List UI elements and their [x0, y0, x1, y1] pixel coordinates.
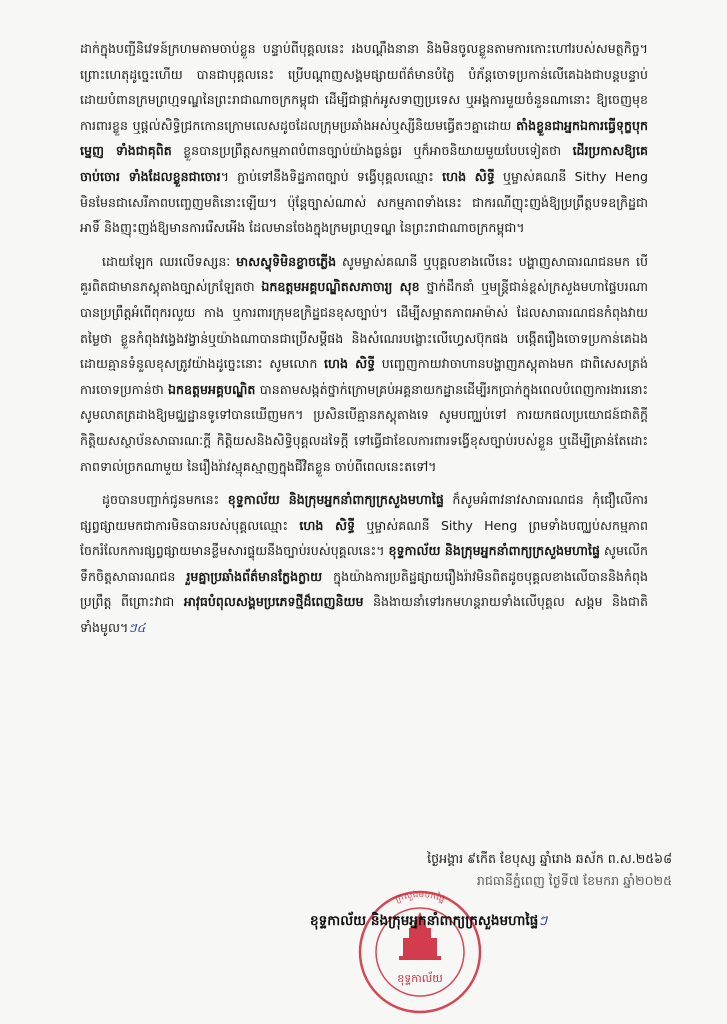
- document-body: [80, 36, 648, 649]
- text-run: បានតាមសង្កត់ថ្នាក់ក្រោមគ្រប់អគ្គនាយកដ្ឋានដើម្បីរកប្រាក់ក្នុងពេលបំពេញការងារនោះ សូមលាតត្រដាងឱ្យមជ្ឈដ្ឋានទូទៅបានឃើញមក។ ប្រសិនបើគ្មានភស្តុតាងទេ សូមបញ្ឈប់ទៅ ការយកផលប្រយោជន៍ជាតិក្ដី កិត្តិយសស្ថាប័នសាធារណៈក្ដី កិត្តិយសនិងសិទ្ធិបុគ្គលដទៃក្ដី ទៅធ្វើជាខែលការពារទង្វើខុសច្បាប់របស់ខ្លួន ឬដើម្បីគ្រាន់តែដោះភាពទាល់ច្រកណាមួយ នៃរឿងរ៉ាវស្មុគស្មាញក្នុងជីវិតខ្លួន ចាប់ពីពេលនេះតទៅ។: [80, 381, 648, 474]
- svg-text:ក្រសួងមហាផ្ទៃ: [394, 890, 447, 905]
- bold-text: ខុទ្ទកាល័យ និងក្រុមអ្នកនាំពាក្យក្រសួងមហាផ្ទៃ: [227, 492, 444, 508]
- bold-text: ឯកឧត្តមអគ្គបណ្ឌិតសភាចារ្យ សុខ: [261, 279, 420, 295]
- bold-text: រួមគ្នាប្រឆាំងព័ត៌មានក្លែងក្លាយ: [186, 568, 323, 584]
- text-run: ដោយឡែក ឈរលើទស្សនៈ: [102, 253, 237, 269]
- text-run: ឬម្ចាស់គណនី Sithy Heng ព្រមទាំងបញ្ឈប់សកម្មភាពចែករំលែកការផ្សព្វផ្សាយមានខ្លឹមសារផ្ទុយនឹងច្បាប់របស់បុគ្គលនេះ។: [80, 517, 648, 559]
- handwritten-mark: ៗ៤: [128, 620, 146, 636]
- text-run: ដូចបានបញ្ជាក់ជូនមកនេះ: [102, 492, 228, 508]
- text-run: ថ្នាក់ដឹកនាំ ឬមន្ត្រីជាន់ខ្ពស់ក្រសួងមហាផ្ទៃបរណា បានប្រព្រឹត្តអំពើពុករលួយ កាង ឬការពារក្រុមឧក្រិដ្ឋជនខុសច្បាប់។ ដើម្បីសម្អាតភាពអាម៉ាស់ ដែលសាធារណជនកំពុងវាយតម្លៃថា ខ្លួនកំពុងវង្វេងវង្វាន់ឬយ៉ាងណាបានជាប្រើសម្ដីផង និងសំណេរបង្ខោះលើហ្វេសប៊ុកផង បង្កើតរឿងចោទប្រកាន់គេឯងដោយគ្មានទំនួលខុសត្រូវយ៉ាងដូច្នេះនោះ សូមលោក: [80, 279, 648, 372]
- bold-text: ដើរប្រកាសឱ្យគេចាប់ចោរ ទាំងដែលខ្លួនជាចោរ: [80, 143, 649, 184]
- date-lunar: ថ្ងៃអង្គារ ៩កើត ខែបុស្ស ឆ្នាំរោង ឆស័ក ព.ស.២៥៦៨: [427, 851, 672, 866]
- signature-title: [310, 912, 547, 932]
- bold-text: ហេង សិទ្ធី: [299, 517, 356, 533]
- text-run: សូមម្ចាស់គណនី ឬបុគ្គលខាងលើនេះ បង្ហាញសាធារណជនមក បើគួរពិតជាមានភស្តុតាងច្បាស់ក្រឡែតថា: [80, 253, 648, 295]
- seal-center-text: ខុទ្ទកាល័យ: [397, 972, 443, 985]
- text-run: និងងាយនាំទៅរកមហន្តរាយទាំងលើបុគ្គល សង្គម និងជាតិទាំងមូល។: [80, 594, 648, 636]
- date-solar: រាជធានីភ្នំពេញ ថ្ងៃទី៧ ខែមករា ឆ្នាំ២០២៥: [476, 873, 672, 888]
- text-run: ។ ភ្ជាប់ទៅនឹងទិដ្ឋភាពច្បាប់ ទង្វើបុគ្គលឈ្មោះ: [220, 168, 443, 184]
- bold-text: ខុទ្ទកាល័យ និងក្រុមអ្នកនាំពាក្យក្រសួងមហាផ្ទៃ: [388, 543, 601, 559]
- official-seal: [345, 882, 495, 1014]
- text-run: ក៏សូមអំពាវនាវសាធារណជន កុំជឿលើការផ្សព្វផ្សាយមកជាការមិនបានរបស់បុគ្គលឈ្មោះ: [80, 492, 648, 533]
- text-run: ក្នុងយ៉ាងការប្រតិដ្ឋផ្សាយរឿងរ៉ាវមិនពិតដូចបុគ្គលខាងលើបាននិងកំពុងប្រព្រឹត្ត ពីព្រោះវាជា: [80, 568, 648, 610]
- paragraph-3: [80, 487, 648, 641]
- signature-mark: ៗ: [538, 913, 548, 929]
- bold-text: មាសស្វុទិមិនខ្លាចភ្លើង: [236, 253, 337, 269]
- seal-ring-text: ក្រសួងមហាផ្ទៃ: [393, 889, 447, 905]
- bold-text: តាំងខ្លួនជាអ្នកឯការធ្វើទុក្ខបុកម្នេញ ទាំងជាគុពិត: [80, 117, 648, 159]
- bold-text: ហេង សិទ្ធី: [324, 356, 376, 372]
- text-run: ខ្លួនបានប្រព្រឹត្តសកម្មភាពបំពានច្បាប់យ៉ាងធ្ងន់ធ្ងរ ឬក៏អាចនិយាយមួយបែបទៀតថា: [171, 143, 573, 159]
- text-run: សូមលើកទឹកចិត្តសាធារណជន: [80, 543, 649, 584]
- bold-text: ហេង សិទ្ធី: [442, 168, 495, 184]
- paragraph-2: [80, 249, 648, 479]
- text-run: ដាក់ក្នុងបញ្ជីនិវេទន៍ក្រហមតាមចាប់ខ្លួន បន្ទាប់ពីបុគ្គលនេះ រងបណ្ដឹងនានា និងមិនចូលខ្លួនតាមការកោះហៅរបស់សមត្ថកិច្ច។ ព្រោះហេតុដូច្នេះហើយ បានជាបុគ្គលនេះ ប្រើបណ្ដាញសង្គមផ្សាយព័ត៌មានបំភ្លៃ បំភ័ន្តចោទប្រកាន់លើគេឯងជាបន្តបន្ទាប់ ដោយបំពានក្រមព្រហ្មទណ្ឌនៃព្រះរាជាណាចក្រកម្ពុជា ដើម្បីជាផ្កាក់អូសទាញប្រទេស ឬអង្គការមួយចំនួនណានោះ ឱ្យចេញមុខការពារខ្លួន ឬផ្ដល់សិទ្ធិជ្រកកោនក្រោមលេសដូចដែលក្រុមប្រឆាំងអស់ឬស្សីនិយមធ្វើតៗគ្នាដោយ: [80, 41, 648, 133]
- paragraph-1: [80, 36, 648, 241]
- text-run: បញ្ចេញកាយវាចាហានបង្ហាញភស្តុតាងមក ជាពិសេសត្រង់ការចោទប្រកាន់ថា: [80, 356, 648, 397]
- signature-title-text: ខុទ្ទកាល័យ និងក្រុមអ្នកនាំពាក្យក្រសួងមហាផ្ទៃ: [310, 913, 539, 929]
- bold-text: ឯកឧត្តមអគ្គបណ្ឌិត: [168, 381, 256, 397]
- bold-text: អាវុធបំពុលសង្គមប្រភេទថ្មីដ៏ពេញនិយម: [183, 594, 364, 610]
- text-run: ឬម្ចាស់គណនី Sithy Heng មិនមែនជាសេរីភាពបញ្ចេញមតិនោះឡើយ។ ប៉ុន្តែច្បាស់ណាស់ សកម្មភាពទាំងនេះ ជាករណីញុះញង់ឱ្យប្រព្រឹត្តបទឧក្រិដ្ឋជាអាទិ៍ និងញុះញង់ឱ្យមានការរើសអើង ដែលមានចែងក្នុងក្រមព្រហ្មទណ្ឌ នៃព្រះរាជាណាចក្រកម្ពុជា។: [80, 168, 648, 236]
